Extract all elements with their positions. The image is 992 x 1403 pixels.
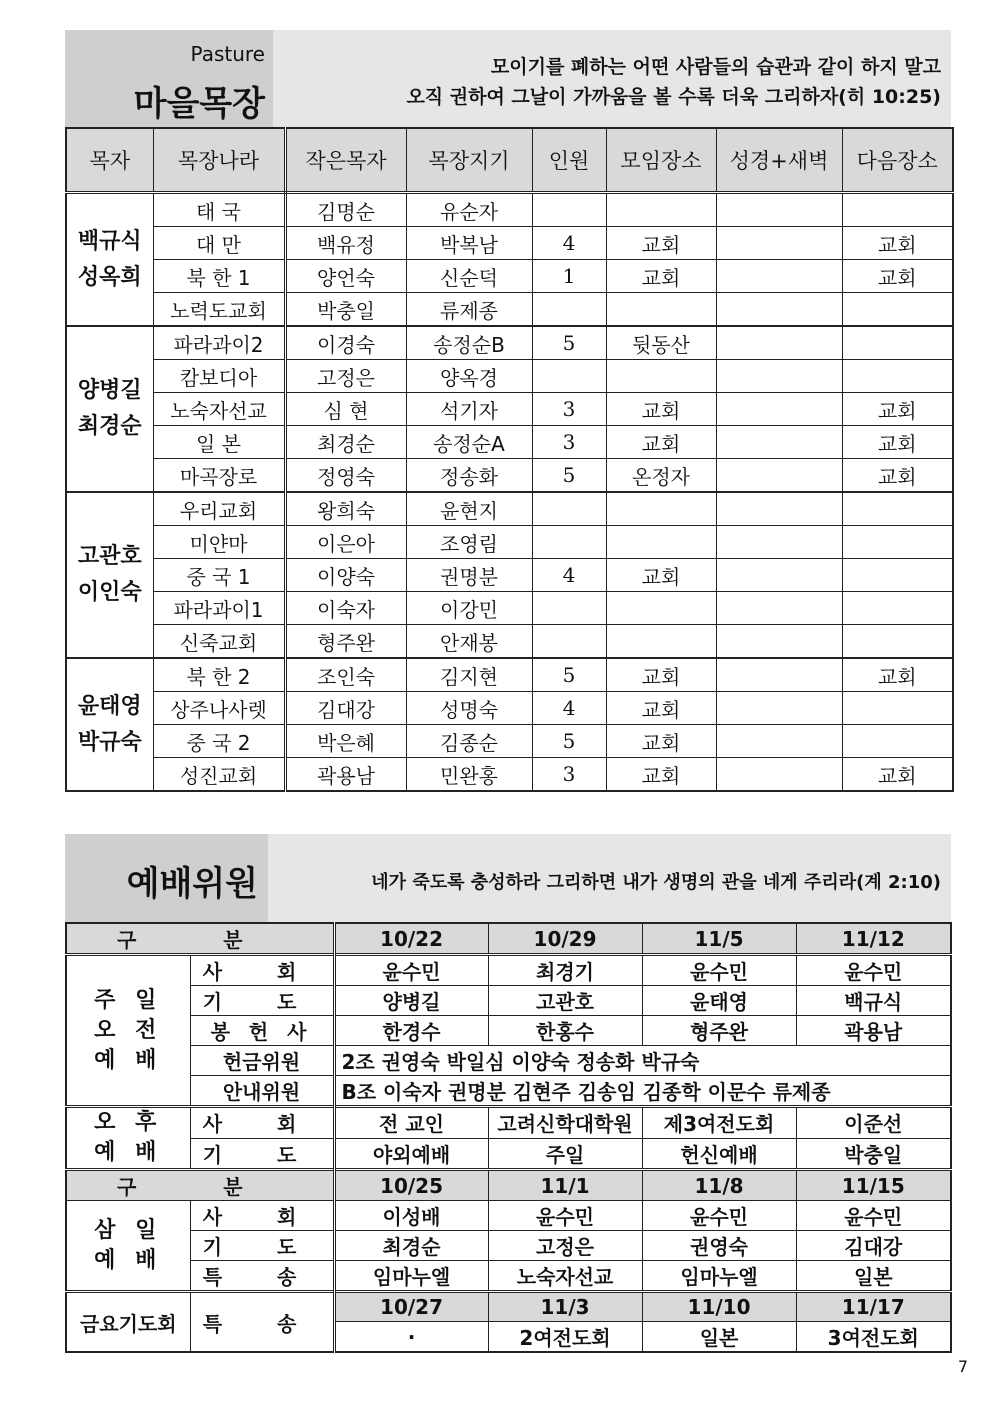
- pastor-name: 고관호: [77, 544, 142, 569]
- cell: 신순덕: [406, 260, 532, 293]
- cell: 3: [532, 426, 606, 459]
- cell: 정송화: [406, 459, 532, 493]
- cell: [842, 360, 953, 393]
- column-header: 성경+새벽: [716, 128, 842, 193]
- mokjang-row: [66, 526, 953, 559]
- name-cell: 임마누엘: [642, 1261, 796, 1292]
- cell: 고정은: [285, 360, 406, 393]
- mokjang-row: [66, 725, 953, 758]
- service-label-line: 오 후: [94, 1110, 163, 1135]
- name-cell: 백규식: [796, 986, 951, 1016]
- cell: 김대강: [285, 692, 406, 725]
- committee-row: [66, 1076, 951, 1107]
- name-cell: 곽용남: [796, 1016, 951, 1046]
- cell: 북 한 2: [153, 658, 285, 692]
- cell: 신죽교회: [153, 625, 285, 659]
- cell: 교회: [606, 426, 716, 459]
- cell: [716, 592, 842, 625]
- cell: 중 국 2: [153, 725, 285, 758]
- mokjang-row: [66, 193, 953, 227]
- verse-line-1: 모이기를 폐하는 어떤 사람들의 습관과 같이 하지 말고: [490, 56, 941, 78]
- name-cell: 윤태영: [642, 986, 796, 1016]
- name-cell: 노숙자선교: [488, 1261, 642, 1292]
- role-label: 사 회: [190, 955, 334, 986]
- cell: 파라과이2: [153, 326, 285, 360]
- worship-header: [65, 834, 951, 922]
- cell: [716, 393, 842, 426]
- mokjang-title-box: [65, 30, 273, 127]
- cell: [716, 260, 842, 293]
- afternoon-row: [66, 1107, 951, 1139]
- committee-members: B조 이숙자 권명분 김현주 김송임 김종학 이문수 류제종: [334, 1076, 951, 1107]
- pastor-cell: [66, 658, 153, 791]
- name-cell: 이성배: [334, 1201, 488, 1231]
- date-cell: 11/15: [796, 1170, 951, 1201]
- cell: 양옥경: [406, 360, 532, 393]
- friday-label: 금요기도회: [66, 1292, 190, 1353]
- pastor-cell: [66, 326, 153, 492]
- role-label: 사 회: [190, 1201, 334, 1231]
- mokjang-row: [66, 260, 953, 293]
- name-cell: 고관호: [488, 986, 642, 1016]
- name-cell: 3여전도회: [796, 1322, 951, 1353]
- cell: [842, 725, 953, 758]
- sunday-row: [66, 1016, 951, 1046]
- cell: [716, 492, 842, 526]
- cell: [606, 193, 716, 227]
- wednesday-row: [66, 1201, 951, 1231]
- date-cell: 11/1: [488, 1170, 642, 1201]
- cell: 3: [532, 758, 606, 792]
- cell: 교회: [606, 393, 716, 426]
- cell: 1: [532, 260, 606, 293]
- pastor-cell: [66, 492, 153, 658]
- cell: [842, 559, 953, 592]
- cell: 윤현지: [406, 492, 532, 526]
- cell: 교회: [842, 658, 953, 692]
- cell: 심 현: [285, 393, 406, 426]
- mokjang-table: [65, 127, 954, 792]
- mokjang-row: [66, 592, 953, 625]
- name-cell: 윤수민: [642, 1201, 796, 1231]
- cell: [716, 326, 842, 360]
- gubun-label: 구 분: [66, 1170, 334, 1201]
- friday-date-row: [66, 1292, 951, 1322]
- mokjang-row: [66, 393, 953, 426]
- name-cell: 윤수민: [488, 1201, 642, 1231]
- cell: 교회: [842, 227, 953, 260]
- cell: 곽용남: [285, 758, 406, 792]
- afternoon-cell: 고려신학대학원: [488, 1107, 642, 1139]
- afternoon-cell: 제3여전도회: [642, 1107, 796, 1139]
- cell: 이은아: [285, 526, 406, 559]
- cell: 박충일: [285, 293, 406, 327]
- service-label-line: 예 배: [94, 1047, 163, 1073]
- cell: 이강민: [406, 592, 532, 625]
- cell: 송정순B: [406, 326, 532, 360]
- column-header: 모임장소: [606, 128, 716, 193]
- mokjang-row: [66, 658, 953, 692]
- cell: 3: [532, 393, 606, 426]
- cell: 이양숙: [285, 559, 406, 592]
- cell: [716, 227, 842, 260]
- cell: [606, 293, 716, 327]
- afternoon-cell: 박충일: [796, 1138, 951, 1170]
- cell: 안재봉: [406, 625, 532, 659]
- cell: 일 본: [153, 426, 285, 459]
- name-cell: 윤수민: [334, 955, 488, 986]
- cell: [606, 526, 716, 559]
- cell: 온정자: [606, 459, 716, 493]
- cell: [716, 426, 842, 459]
- role-label: 안내위원: [190, 1076, 334, 1107]
- cell: 백유정: [285, 227, 406, 260]
- mokjang-row: [66, 692, 953, 725]
- column-header: 목장지기: [406, 128, 532, 193]
- cell: 교회: [606, 725, 716, 758]
- name-cell: 최경순: [334, 1231, 488, 1261]
- cell: [716, 625, 842, 659]
- cell: [716, 658, 842, 692]
- service-label-line: 오 전: [94, 1017, 163, 1043]
- cell: [716, 559, 842, 592]
- name-cell: 일본: [796, 1261, 951, 1292]
- cell: [532, 526, 606, 559]
- cell: 교회: [606, 758, 716, 792]
- role-label: 봉 헌 사: [190, 1016, 334, 1046]
- cell: 마곡장로: [153, 459, 285, 493]
- service-label: [66, 1107, 190, 1170]
- afternoon-cell: 전 교인: [334, 1107, 488, 1139]
- cell: 류제종: [406, 293, 532, 327]
- name-cell: 2여전도회: [488, 1322, 642, 1353]
- date-cell: 11/3: [488, 1292, 642, 1322]
- cell: 5: [532, 459, 606, 493]
- cell: [842, 492, 953, 526]
- name-cell: 윤수민: [642, 955, 796, 986]
- afternoon-cell: 헌신예배: [642, 1138, 796, 1170]
- cell: [842, 526, 953, 559]
- name-cell: 형주완: [642, 1016, 796, 1046]
- pastor-name: 양병길: [77, 378, 142, 403]
- cell: [842, 692, 953, 725]
- cell: [532, 360, 606, 393]
- cell: [606, 492, 716, 526]
- date-cell: 11/17: [796, 1292, 951, 1322]
- pastor-cell: [66, 193, 153, 327]
- cell: [842, 193, 953, 227]
- cell: [716, 459, 842, 493]
- pastor-name: 박규숙: [77, 729, 142, 755]
- pastor-name: 이인숙: [77, 580, 142, 605]
- name-cell: 양병길: [334, 986, 488, 1016]
- service-label-line: 주 일: [94, 987, 163, 1013]
- cell: 태 국: [153, 193, 285, 227]
- date-row: [66, 1170, 951, 1201]
- cell: 최경순: [285, 426, 406, 459]
- role-label: 특 송: [190, 1292, 334, 1353]
- verse-line-2: 오직 권하여 그날이 가까움을 볼 수록 더욱 그리하자(히 10:25): [406, 86, 941, 108]
- cell: 북 한 1: [153, 260, 285, 293]
- name-cell: 권영숙: [642, 1231, 796, 1261]
- cell: 성진교회: [153, 758, 285, 792]
- cell: 형주완: [285, 625, 406, 659]
- afternoon-cell: 주일: [488, 1138, 642, 1170]
- cell: [532, 592, 606, 625]
- column-header: 목자: [66, 128, 153, 193]
- cell: 김명순: [285, 193, 406, 227]
- page-number: 7: [957, 1357, 968, 1376]
- column-header: 작은목자: [285, 128, 406, 193]
- date-cell: 11/5: [642, 923, 796, 955]
- cell: [716, 758, 842, 792]
- mokjang-row: [66, 559, 953, 592]
- cell: 송정순A: [406, 426, 532, 459]
- service-label: [66, 955, 190, 1107]
- sunday-row: [66, 955, 951, 986]
- gubun-label: 구 분: [66, 923, 334, 955]
- committee-members: 2조 권영숙 박일심 이양숙 정송화 박규숙: [334, 1046, 951, 1076]
- cell: [716, 692, 842, 725]
- column-header: 목장나라: [153, 128, 285, 193]
- mokjang-header: [65, 30, 951, 127]
- name-cell: 김대강: [796, 1231, 951, 1261]
- pastor-name: 성옥희: [77, 264, 142, 290]
- cell: 교회: [842, 260, 953, 293]
- cell: [842, 592, 953, 625]
- worship-title-box: [65, 834, 268, 922]
- cell: [842, 326, 953, 360]
- name-cell: ·: [334, 1322, 488, 1353]
- cell: 5: [532, 725, 606, 758]
- mokjang-row: [66, 326, 953, 360]
- pastor-name: 최경순: [77, 414, 142, 439]
- cell: 5: [532, 658, 606, 692]
- cell: 교회: [606, 227, 716, 260]
- worship-title: 예배위원: [126, 864, 258, 904]
- cell: 미얀마: [153, 526, 285, 559]
- cell: 5: [532, 326, 606, 360]
- cell: 교회: [842, 426, 953, 459]
- mokjang-row: [66, 459, 953, 493]
- cell: 박은혜: [285, 725, 406, 758]
- cell: 4: [532, 559, 606, 592]
- worship-table: [65, 922, 952, 1353]
- date-cell: 10/25: [334, 1170, 488, 1201]
- date-cell: 11/8: [642, 1170, 796, 1201]
- cell: 노숙자선교: [153, 393, 285, 426]
- cell: 중 국 1: [153, 559, 285, 592]
- pastor-name: 윤태영: [77, 693, 142, 719]
- cell: 상주나사렛: [153, 692, 285, 725]
- cell: 조영림: [406, 526, 532, 559]
- role-label: 사 회: [190, 1107, 334, 1139]
- date-cell: 11/10: [642, 1292, 796, 1322]
- cell: 박복남: [406, 227, 532, 260]
- cell: 교회: [842, 758, 953, 792]
- mokjang-row: [66, 492, 953, 526]
- cell: 민완홍: [406, 758, 532, 792]
- cell: 김지현: [406, 658, 532, 692]
- cell: 이숙자: [285, 592, 406, 625]
- role-label: 특 송: [190, 1261, 334, 1292]
- cell: 노력도교회: [153, 293, 285, 327]
- cell: 이경숙: [285, 326, 406, 360]
- cell: [842, 625, 953, 659]
- cell: 석기자: [406, 393, 532, 426]
- mokjang-row: [66, 293, 953, 327]
- mokjang-row: [66, 625, 953, 659]
- cell: 교회: [842, 459, 953, 493]
- name-cell: 최경기: [488, 955, 642, 986]
- cell: 성명숙: [406, 692, 532, 725]
- cell: [716, 725, 842, 758]
- cell: 대 만: [153, 227, 285, 260]
- pastor-name: 백규식: [77, 228, 142, 254]
- cell: 파라과이1: [153, 592, 285, 625]
- cell: [716, 193, 842, 227]
- cell: 정영숙: [285, 459, 406, 493]
- cell: 양언숙: [285, 260, 406, 293]
- cell: 교회: [606, 658, 716, 692]
- name-cell: 한경수: [334, 1016, 488, 1046]
- cell: [716, 360, 842, 393]
- wednesday-row: [66, 1261, 951, 1292]
- cell: 우리교회: [153, 492, 285, 526]
- service-label-line: 삼 일: [94, 1217, 163, 1243]
- cell: 캄보디아: [153, 360, 285, 393]
- name-cell: 고정은: [488, 1231, 642, 1261]
- role-label: 기 도: [190, 1138, 334, 1170]
- cell: [842, 293, 953, 327]
- cell: [532, 625, 606, 659]
- column-header: 인원: [532, 128, 606, 193]
- afternoon-cell: 야외예배: [334, 1138, 488, 1170]
- afternoon-row: [66, 1138, 951, 1170]
- cell: [532, 492, 606, 526]
- sunday-row: [66, 986, 951, 1016]
- name-cell: 윤수민: [796, 1201, 951, 1231]
- cell: [606, 592, 716, 625]
- service-label-line: 예 배: [94, 1247, 163, 1273]
- pasture-label: Pasture: [190, 42, 265, 66]
- committee-row: [66, 1046, 951, 1076]
- cell: 4: [532, 227, 606, 260]
- date-cell: 10/29: [488, 923, 642, 955]
- worship-verse: 네가 죽도록 충성하라 그리하면 내가 생명의 관을 네게 주리라(계 2:10): [371, 872, 941, 893]
- cell: 조인숙: [285, 658, 406, 692]
- afternoon-cell: 이준선: [796, 1107, 951, 1139]
- role-label: 기 도: [190, 1231, 334, 1261]
- cell: 교회: [606, 692, 716, 725]
- name-cell: 일본: [642, 1322, 796, 1353]
- role-label: 헌금위원: [190, 1046, 334, 1076]
- date-row: [66, 923, 951, 955]
- cell: 왕희숙: [285, 492, 406, 526]
- mokjang-row: [66, 758, 953, 792]
- role-label: 기 도: [190, 986, 334, 1016]
- date-cell: 11/12: [796, 923, 951, 955]
- name-cell: 윤수민: [796, 955, 951, 986]
- cell: 교회: [606, 260, 716, 293]
- cell: [606, 625, 716, 659]
- cell: [606, 360, 716, 393]
- mokjang-row: [66, 227, 953, 260]
- service-label: [66, 1201, 190, 1292]
- service-label-line: 예 배: [94, 1140, 163, 1165]
- cell: [532, 193, 606, 227]
- mokjang-row: [66, 360, 953, 393]
- cell: 교회: [606, 559, 716, 592]
- mokjang-row: [66, 426, 953, 459]
- cell: [716, 293, 842, 327]
- cell: 교회: [842, 393, 953, 426]
- column-header: 다음장소: [842, 128, 953, 193]
- cell: [532, 293, 606, 327]
- cell: 4: [532, 692, 606, 725]
- cell: 유순자: [406, 193, 532, 227]
- wednesday-row: [66, 1231, 951, 1261]
- mokjang-header-row: [66, 128, 953, 193]
- date-cell: 10/27: [334, 1292, 488, 1322]
- cell: 뒷동산: [606, 326, 716, 360]
- cell: [716, 526, 842, 559]
- name-cell: 임마누엘: [334, 1261, 488, 1292]
- date-cell: 10/22: [334, 923, 488, 955]
- cell: 김종순: [406, 725, 532, 758]
- name-cell: 한홍수: [488, 1016, 642, 1046]
- mokjang-title: 마을목장: [133, 84, 265, 124]
- cell: 권명분: [406, 559, 532, 592]
